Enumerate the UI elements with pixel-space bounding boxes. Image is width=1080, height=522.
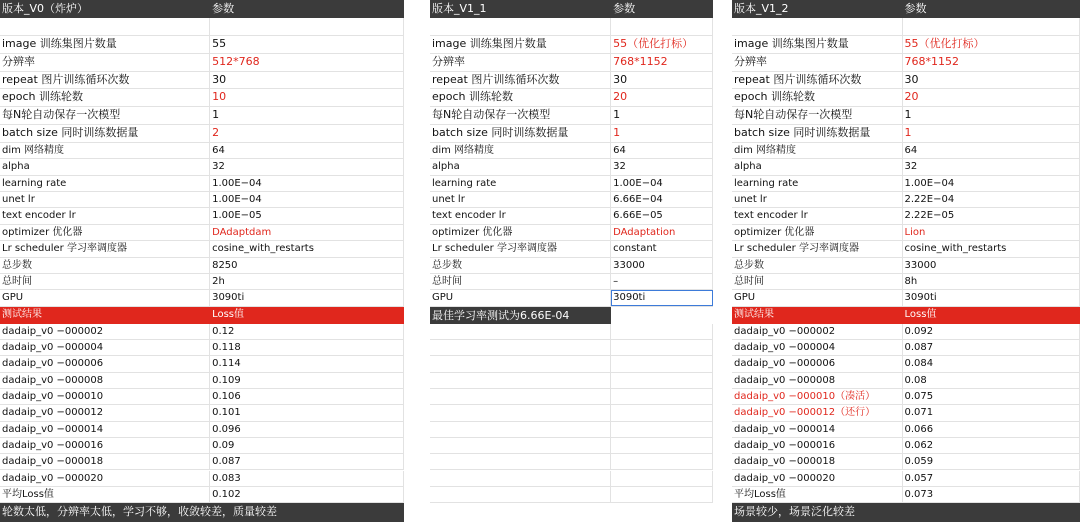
checkpoint-name[interactable]: dadaip_v0 −000016 (732, 438, 903, 453)
param-row (430, 176, 713, 192)
param-label[interactable]: optimizer 优化器 (0, 225, 210, 240)
param-row (430, 192, 713, 208)
param-value[interactable]: 1 (903, 125, 1080, 142)
param-column-header: 参数 (904, 2, 927, 15)
param-row (0, 192, 404, 208)
blank-row (430, 471, 713, 487)
result-title: 测试结果 (734, 308, 774, 320)
param-row (732, 192, 1080, 208)
param-label[interactable]: unet lr (430, 192, 611, 207)
blank-cell[interactable] (611, 356, 713, 371)
loss-value[interactable]: 0.075 (903, 389, 1080, 404)
loss-column-header: Loss值 (904, 308, 937, 320)
param-label[interactable]: epoch 训练轮数 (732, 89, 903, 106)
param-row (0, 72, 404, 90)
param-label[interactable]: alpha (732, 159, 903, 174)
param-row (430, 225, 713, 241)
blank-cell[interactable] (430, 405, 611, 420)
param-value[interactable]: constant (611, 241, 713, 256)
param-value[interactable]: 30 (611, 72, 713, 89)
blank-row (732, 18, 1080, 36)
param-row (430, 159, 713, 175)
table-v1-1 (430, 0, 713, 522)
param-value[interactable]: 512*768 (210, 54, 404, 71)
param-value[interactable]: 10 (210, 89, 404, 106)
loss-row (732, 373, 1080, 389)
param-row (430, 258, 713, 274)
param-label[interactable]: image 训练集图片数量 (0, 36, 210, 53)
blank-cell[interactable] (611, 373, 713, 388)
param-label[interactable]: batch size 同时训练数据量 (430, 125, 611, 142)
param-row (430, 36, 713, 54)
loss-value[interactable]: 0.106 (210, 389, 404, 404)
loss-row (0, 324, 404, 340)
loss-value[interactable]: 0.062 (903, 438, 1080, 453)
param-value[interactable]: 1.00E−04 (903, 176, 1080, 191)
checkpoint-name[interactable]: dadaip_v0 −000020 (732, 471, 903, 486)
param-row (430, 72, 713, 90)
param-value[interactable]: 2 (210, 125, 404, 142)
checkpoint-name[interactable]: dadaip_v0 −000014 (0, 422, 210, 437)
param-label[interactable]: dim 网络精度 (0, 143, 210, 158)
blank-row (430, 340, 713, 356)
param-row (732, 143, 1080, 159)
param-label[interactable]: 总步数 (0, 258, 210, 273)
loss-row (732, 324, 1080, 340)
param-value[interactable]: cosine_with_restarts (210, 241, 404, 256)
param-row (0, 159, 404, 175)
param-label[interactable]: 分辨率 (0, 54, 210, 71)
checkpoint-name[interactable]: 平均Loss值 (0, 487, 210, 502)
param-label[interactable]: Lr scheduler 学习率调度器 (430, 241, 611, 256)
param-label[interactable]: repeat 图片训练循环次数 (430, 72, 611, 89)
param-label[interactable]: batch size 同时训练数据量 (0, 125, 210, 142)
param-row (732, 36, 1080, 54)
param-value[interactable]: 32 (903, 159, 1080, 174)
param-value[interactable]: 20 (611, 89, 713, 106)
param-value[interactable]: 3090ti (611, 290, 713, 305)
param-row (0, 143, 404, 159)
blank-cell[interactable] (430, 373, 611, 388)
table-header (430, 0, 713, 18)
blank-cell[interactable] (0, 18, 210, 35)
blank-cell (611, 307, 713, 324)
blank-cell[interactable] (611, 18, 713, 35)
loss-value[interactable]: 0.066 (903, 422, 1080, 437)
checkpoint-name[interactable]: dadaip_v0 −000010（凑活） (732, 389, 903, 404)
loss-value[interactable]: 0.114 (210, 356, 404, 371)
result-header (732, 307, 1080, 324)
param-label[interactable]: dim 网络精度 (732, 143, 903, 158)
loss-row (732, 389, 1080, 405)
param-value[interactable]: 1 (611, 125, 713, 142)
blank-cell[interactable] (430, 454, 611, 469)
loss-row (0, 422, 404, 438)
param-value[interactable]: 20 (903, 89, 1080, 106)
param-label[interactable]: unet lr (0, 192, 210, 207)
loss-row (0, 454, 404, 470)
loss-value[interactable]: 0.073 (903, 487, 1080, 502)
blank-cell[interactable] (430, 324, 611, 339)
param-row (430, 241, 713, 257)
param-row (732, 54, 1080, 72)
loss-value[interactable]: 0.059 (903, 454, 1080, 469)
param-row (732, 107, 1080, 125)
param-column-header: 参数 (212, 2, 235, 15)
param-label[interactable]: 总时间 (0, 274, 210, 289)
loss-value[interactable]: 0.09 (210, 438, 404, 453)
checkpoint-name[interactable]: dadaip_v0 −000018 (732, 454, 903, 469)
param-label[interactable]: optimizer 优化器 (732, 225, 903, 240)
param-value[interactable]: 55（优化打标） (611, 36, 713, 53)
blank-cell[interactable] (611, 422, 713, 437)
loss-row (732, 356, 1080, 372)
param-value[interactable]: 768*1152 (903, 54, 1080, 71)
result-header (0, 307, 404, 324)
checkpoint-name[interactable]: dadaip_v0 −000010 (0, 389, 210, 404)
blank-cell[interactable] (611, 405, 713, 420)
loss-value[interactable]: 0.118 (210, 340, 404, 355)
param-row (0, 54, 404, 72)
param-value[interactable]: 33000 (611, 258, 713, 273)
loss-row (0, 389, 404, 405)
loss-row (732, 340, 1080, 356)
param-label[interactable]: 总步数 (732, 258, 903, 273)
loss-row (0, 373, 404, 389)
param-label[interactable]: image 训练集图片数量 (430, 36, 611, 53)
loss-row (0, 405, 404, 421)
param-value[interactable]: 30 (210, 72, 404, 89)
loss-row (0, 356, 404, 372)
loss-value[interactable]: 0.087 (210, 454, 404, 469)
param-label[interactable]: 每N轮自动保存一次模型 (0, 107, 210, 124)
checkpoint-name[interactable]: 平均Loss值 (732, 487, 903, 502)
param-value[interactable]: 2.22E−05 (903, 208, 1080, 223)
loss-row (732, 487, 1080, 503)
blank-row (430, 356, 713, 372)
param-row (430, 107, 713, 125)
param-label[interactable]: epoch 训练轮数 (430, 89, 611, 106)
param-value[interactable]: DAdaptdam (210, 225, 404, 240)
loss-row (732, 454, 1080, 470)
param-label[interactable]: Lr scheduler 学习率调度器 (0, 241, 210, 256)
param-value[interactable]: 1 (210, 107, 404, 124)
loss-row (732, 405, 1080, 421)
version-title: 版本_V1_2 (734, 2, 789, 15)
version-title: 版本_V1_1 (432, 2, 487, 15)
param-row (732, 208, 1080, 224)
param-row (732, 125, 1080, 143)
blank-row (430, 422, 713, 438)
param-row (0, 241, 404, 257)
blank-row (430, 438, 713, 454)
param-row (732, 274, 1080, 290)
param-label[interactable]: epoch 训练轮数 (0, 89, 210, 106)
param-row (732, 225, 1080, 241)
param-label[interactable]: 总步数 (430, 258, 611, 273)
blank-cell[interactable] (611, 471, 713, 486)
param-value[interactable]: DAdaptation (611, 225, 713, 240)
param-value[interactable]: 2h (210, 274, 404, 289)
param-row (0, 36, 404, 54)
param-row (732, 290, 1080, 306)
param-value[interactable]: 64 (611, 143, 713, 158)
blank-row (430, 405, 713, 421)
param-label[interactable]: 分辨率 (732, 54, 903, 71)
param-label[interactable]: unet lr (732, 192, 903, 207)
param-value[interactable]: 32 (611, 159, 713, 174)
conclusion-footer (732, 503, 1080, 522)
loss-row (732, 438, 1080, 454)
param-value[interactable]: 6.66E−04 (611, 192, 713, 207)
param-label[interactable]: alpha (0, 159, 210, 174)
param-row (0, 274, 404, 290)
param-row (430, 274, 713, 290)
param-row (732, 241, 1080, 257)
blank-cell[interactable] (430, 356, 611, 371)
loss-value[interactable]: 0.109 (210, 373, 404, 388)
blank-row (430, 373, 713, 389)
blank-cell[interactable] (210, 18, 404, 35)
param-value[interactable]: 3090ti (903, 290, 1080, 305)
param-row (430, 208, 713, 224)
param-row (732, 176, 1080, 192)
param-value[interactable]: – (611, 274, 713, 289)
param-row (430, 143, 713, 159)
param-value[interactable]: Lion (903, 225, 1080, 240)
checkpoint-name[interactable]: dadaip_v0 −000004 (732, 340, 903, 355)
param-value[interactable]: 30 (903, 72, 1080, 89)
loss-value[interactable]: 0.087 (903, 340, 1080, 355)
checkpoint-name[interactable]: dadaip_v0 −000004 (0, 340, 210, 355)
blank-row (430, 324, 713, 340)
blank-cell[interactable] (611, 438, 713, 453)
conclusion-text: 场景较少，场景泛化较差 (734, 505, 855, 519)
param-row (0, 290, 404, 306)
param-label[interactable]: text encoder lr (0, 208, 210, 223)
param-label[interactable]: image 训练集图片数量 (732, 36, 903, 53)
loss-value[interactable]: 0.096 (210, 422, 404, 437)
param-value[interactable]: 32 (210, 159, 404, 174)
param-label[interactable]: alpha (430, 159, 611, 174)
blank-cell[interactable] (903, 18, 1080, 35)
param-value[interactable]: 64 (210, 143, 404, 158)
conclusion-text: 轮数太低，分辨率太低，学习不够，收敛较差，质量较差 (2, 505, 277, 519)
loss-value[interactable]: 0.083 (210, 471, 404, 486)
param-label[interactable]: repeat 图片训练循环次数 (732, 72, 903, 89)
param-value[interactable]: 6.66E−05 (611, 208, 713, 223)
loss-row (732, 422, 1080, 438)
param-row (0, 107, 404, 125)
param-label[interactable]: dim 网络精度 (430, 143, 611, 158)
loss-value[interactable]: 0.12 (210, 324, 404, 339)
blank-cell[interactable] (430, 438, 611, 453)
blank-cell[interactable] (430, 18, 611, 35)
loss-row (0, 471, 404, 487)
loss-value[interactable]: 0.071 (903, 405, 1080, 420)
loss-row (0, 438, 404, 454)
param-label[interactable]: GPU (430, 290, 611, 305)
param-row (732, 258, 1080, 274)
param-value[interactable]: 768*1152 (611, 54, 713, 71)
checkpoint-name[interactable]: dadaip_v0 −000002 (0, 324, 210, 339)
loss-value[interactable]: 0.057 (903, 471, 1080, 486)
param-row (732, 89, 1080, 107)
result-note: 最佳学习率测试为6.66E-04 (432, 308, 570, 322)
table-v1-2 (732, 0, 1080, 522)
param-label[interactable]: repeat 图片训练循环次数 (0, 72, 210, 89)
param-row (0, 258, 404, 274)
loss-row (0, 487, 404, 503)
checkpoint-name[interactable]: dadaip_v0 −000016 (0, 438, 210, 453)
param-label[interactable]: 分辨率 (430, 54, 611, 71)
conclusion-footer (0, 503, 404, 522)
loss-row (0, 340, 404, 356)
param-label[interactable]: batch size 同时训练数据量 (732, 125, 903, 142)
param-label[interactable]: learning rate (0, 176, 210, 191)
param-value[interactable]: 1 (611, 107, 713, 124)
blank-cell[interactable] (611, 487, 713, 502)
table-header (0, 0, 404, 18)
checkpoint-name[interactable]: dadaip_v0 −000020 (0, 471, 210, 486)
blank-row (430, 454, 713, 470)
param-value[interactable]: 55（优化打标） (903, 36, 1080, 53)
loss-value[interactable]: 0.092 (903, 324, 1080, 339)
param-label[interactable]: text encoder lr (430, 208, 611, 223)
table-header (732, 0, 1080, 18)
checkpoint-name[interactable]: dadaip_v0 −000006 (732, 356, 903, 371)
param-row (430, 290, 713, 306)
checkpoint-name[interactable]: dadaip_v0 −000008 (732, 373, 903, 388)
param-row (0, 125, 404, 143)
loss-value[interactable]: 0.102 (210, 487, 404, 502)
checkpoint-name[interactable]: dadaip_v0 −000008 (0, 373, 210, 388)
param-value[interactable]: 1.00E−04 (210, 176, 404, 191)
param-label[interactable]: GPU (732, 290, 903, 305)
param-row (0, 225, 404, 241)
param-label[interactable]: 总时间 (430, 274, 611, 289)
param-value[interactable]: 1.00E−04 (611, 176, 713, 191)
param-row (732, 159, 1080, 175)
param-row (0, 176, 404, 192)
checkpoint-name[interactable]: dadaip_v0 −000014 (732, 422, 903, 437)
checkpoint-name[interactable]: dadaip_v0 −000012（还行） (732, 405, 903, 420)
param-column-header: 参数 (613, 2, 636, 15)
loss-column-header: Loss值 (212, 308, 245, 320)
param-value[interactable]: 33000 (903, 258, 1080, 273)
blank-cell[interactable] (611, 324, 713, 339)
param-row (430, 54, 713, 72)
param-label[interactable]: optimizer 优化器 (430, 225, 611, 240)
blank-cell[interactable] (611, 340, 713, 355)
blank-cell[interactable] (611, 454, 713, 469)
param-value[interactable]: 2.22E−04 (903, 192, 1080, 207)
param-value[interactable]: 8h (903, 274, 1080, 289)
blank-cell[interactable] (430, 422, 611, 437)
param-value[interactable]: 1 (903, 107, 1080, 124)
param-label[interactable]: text encoder lr (732, 208, 903, 223)
param-label[interactable]: 总时间 (732, 274, 903, 289)
blank-cell[interactable] (732, 18, 903, 35)
checkpoint-name[interactable]: dadaip_v0 −000002 (732, 324, 903, 339)
param-label[interactable]: GPU (0, 290, 210, 305)
blank-row (430, 389, 713, 405)
param-value[interactable]: 8250 (210, 258, 404, 273)
blank-row (0, 18, 404, 36)
param-row (0, 208, 404, 224)
param-value[interactable]: 55 (210, 36, 404, 53)
param-label[interactable]: learning rate (732, 176, 903, 191)
param-value[interactable]: cosine_with_restarts (903, 241, 1080, 256)
param-label[interactable]: learning rate (430, 176, 611, 191)
param-row (732, 72, 1080, 90)
blank-cell[interactable] (430, 340, 611, 355)
loss-row (732, 471, 1080, 487)
blank-row (430, 18, 713, 36)
param-value[interactable]: 3090ti (210, 290, 404, 305)
param-label[interactable]: 每N轮自动保存一次模型 (430, 107, 611, 124)
param-value[interactable]: 1.00E−05 (210, 208, 404, 223)
param-label[interactable]: 每N轮自动保存一次模型 (732, 107, 903, 124)
version-title: 版本_V0（炸炉） (2, 2, 89, 15)
table-v0 (0, 0, 404, 522)
checkpoint-name[interactable]: dadaip_v0 −000006 (0, 356, 210, 371)
param-row (430, 125, 713, 143)
blank-cell[interactable] (611, 389, 713, 404)
param-row (0, 89, 404, 107)
loss-value[interactable]: 0.084 (903, 356, 1080, 371)
blank-cell[interactable] (430, 487, 611, 502)
result-note-row (430, 307, 713, 324)
checkpoint-name[interactable]: dadaip_v0 −000012 (0, 405, 210, 420)
loss-value[interactable]: 0.08 (903, 373, 1080, 388)
param-value[interactable]: 1.00E−04 (210, 192, 404, 207)
blank-row (430, 487, 713, 503)
loss-value[interactable]: 0.101 (210, 405, 404, 420)
param-label[interactable]: Lr scheduler 学习率调度器 (732, 241, 903, 256)
checkpoint-name[interactable]: dadaip_v0 −000018 (0, 454, 210, 469)
result-title: 测试结果 (2, 308, 42, 320)
param-value[interactable]: 64 (903, 143, 1080, 158)
param-row (430, 89, 713, 107)
blank-cell[interactable] (430, 389, 611, 404)
blank-cell[interactable] (430, 471, 611, 486)
